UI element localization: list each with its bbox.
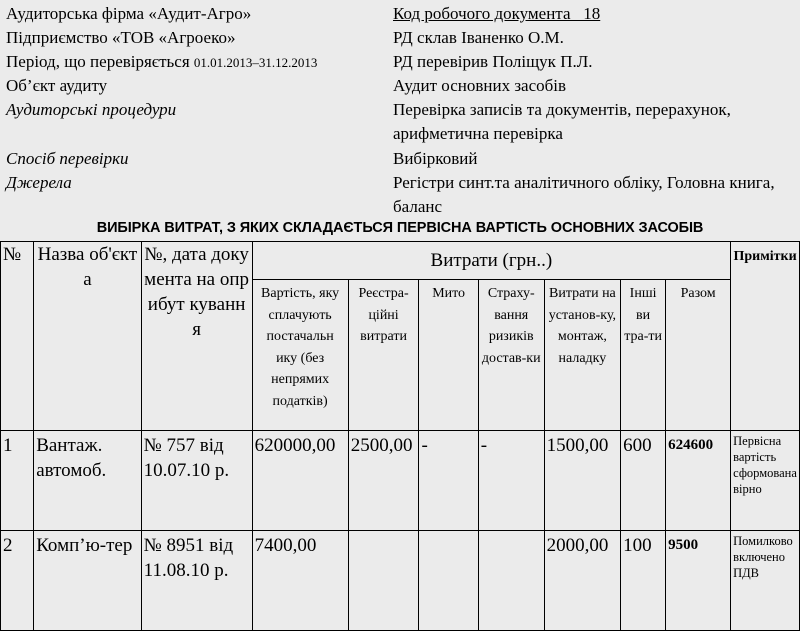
cell-insurance xyxy=(478,531,544,631)
col-header-no: № xyxy=(1,242,34,431)
col-header-doc: №, дата документа на оприбут кування xyxy=(141,242,252,431)
method-value: Вибірковий xyxy=(393,149,478,168)
doc-code: Код робочого документа 18 xyxy=(393,4,601,23)
subcol-supplier: Вартість, яку сплачують постачальн ику (без непрямих податків) xyxy=(252,280,348,431)
cell-name: Комп’ю-тер xyxy=(34,531,141,631)
cell-other: 600 xyxy=(621,431,666,531)
cell-duty: - xyxy=(419,431,478,531)
cell-no: 1 xyxy=(1,431,34,531)
compiled-by: РД склав Іваненко О.М. xyxy=(393,28,564,47)
cell-doc: № 8951 від 11.08.10 р. xyxy=(141,531,252,631)
cell-registration xyxy=(348,531,419,631)
procedures-value: Перевірка записів та документів, перерахунок, арифметична перевірка xyxy=(393,100,731,143)
expenses-table xyxy=(0,241,800,631)
period-value: 01.01.2013–31.12.2013 xyxy=(193,55,318,70)
cell-note: Первісна вартість сформована вірно xyxy=(731,431,800,531)
subcol-registration: Реєстра-ційні витрати xyxy=(348,280,419,431)
cell-name: Вантаж. автомоб. xyxy=(34,431,141,531)
cell-no: 2 xyxy=(1,531,34,631)
col-header-notes: Примітки xyxy=(731,242,800,431)
enterprise: Підприємство «ТОВ «Агроеко» xyxy=(6,28,236,47)
cell-total: 624600 xyxy=(666,431,731,531)
cell-install: 1500,00 xyxy=(544,431,620,531)
audit-object-value: Аудит основних засобів xyxy=(393,76,567,95)
cell-supplier: 620000,00 xyxy=(252,431,348,531)
sources-value: Регістри синт.та аналітичного обліку, Головна книга, баланс xyxy=(393,173,775,216)
col-header-name: Назва об'єкта xyxy=(34,242,141,431)
audit-object-label: Об’єкт аудиту xyxy=(6,76,108,95)
cell-duty xyxy=(419,531,478,631)
subcol-duty: Мито xyxy=(419,280,478,431)
audit-period xyxy=(6,50,317,75)
period-label: Період, що перевіряється xyxy=(6,52,190,71)
cell-other: 100 xyxy=(621,531,666,631)
subcol-insurance: Страху-вання ризиків достав-ки xyxy=(478,280,544,431)
cell-registration: 2500,00 xyxy=(348,431,419,531)
procedures-label: Аудиторські процедури xyxy=(6,100,177,119)
col-header-costs: Витрати (грн..) xyxy=(252,242,731,280)
subcol-install: Витрати на установ-ку, монтаж, наладку xyxy=(544,280,620,431)
table-row xyxy=(1,431,800,531)
table-title: ВИБІРКА ВИТРАТ, З ЯКИХ СКЛАДАЄТЬСЯ ПЕРВІСНА ВАРТІСТЬ ОСНОВНИХ ЗАСОБІВ xyxy=(96,220,704,236)
audit-firm: Аудиторська фірма «Аудит-Агро» xyxy=(6,4,252,23)
subcol-total: Разом xyxy=(666,280,731,431)
subcol-other: Інші ви тра-ти xyxy=(621,280,666,431)
cell-note: Помилково включено ПДВ xyxy=(731,531,800,631)
cell-insurance: - xyxy=(478,431,544,531)
method-label: Спосіб перевірки xyxy=(6,149,129,168)
cell-doc: № 757 від 10.07.10 р. xyxy=(141,431,252,531)
cell-total: 9500 xyxy=(666,531,731,631)
table-row xyxy=(1,531,800,631)
cell-supplier: 7400,00 xyxy=(252,531,348,631)
cell-install: 2000,00 xyxy=(544,531,620,631)
sources-label: Джерела xyxy=(6,173,72,192)
checked-by: РД перевірив Поліщук П.Л. xyxy=(393,52,593,71)
